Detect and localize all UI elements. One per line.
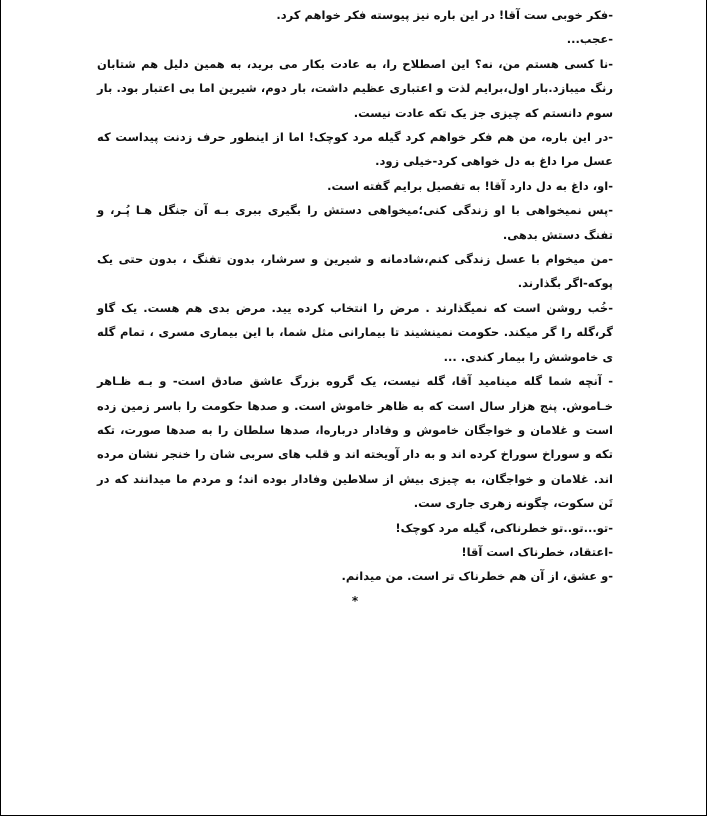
paragraph: -و عشق، از آن هم خطرناک تر است. من میدانم. [341,569,613,584]
paragraph: -تو...تو..تو خطرناکی، گیله مرد کوچک! [395,520,613,535]
paragraph: -اعتقاد، خطرناک است آقا! [461,544,613,559]
paragraph: -نا کسی هستم من، نه؟ این اصطلاح را، به عادت بکار می برید، به همین دلیل هم شتابان رنگ میبازد.بار اول،برایم لذت و اعتباری عظیم داشت، بار دوم، شیرین اما بی اعتبار بود. بار سوم دانستم که چیزی جز یک تکه عادت نیست. [97,56,613,120]
paragraph: -او، داغ به دل دارد آقا! به تفصیل برایم گفته است. [327,178,613,193]
paragraph: -خُب روشن است که نمیگذارند . مرض را انتخاب کرده یید. مرض بدی هم هست. یک گاو گر،گله را گر میکند. حکومت نمینشیند تا بیمارانی مثل شما، با این بیماری مسری ، تمام گله ی خاموشش را بیمار کندی. ... [97,300,613,364]
section-end-mark: * [351,593,359,608]
paragraph: -در این باره، من هم فکر خواهم کرد گیله مرد کوچک! اما از اینطور حرف زدنت پیداست که عسل مرا داغ به دل خواهی کرد-خیلی زود. [97,130,613,169]
document-body [97,3,613,613]
paragraph: -پس نمیخواهی با او زندگی کنی؛میخواهی دستش را بگیری ببری بـه آن جنگل هـا پُـر، و تفنگ دستش بدهی. [97,203,613,242]
paragraph: - آنچه شما گله مینامید آقا، گله نیست، یک گروه بزرگ عاشق صادق است- و بـه ظـاهر خـاموش. پنج هزار سال است که به ظاهر خاموش است. و صدها حکومت را باسر زمین زده است و غلامان و خواجگان خاموش و وفادار درباره‌ا، صدها سلطان را به صدها صورت، تکه تکه و سوراخ سوراخ کرده اند و به دار آویخته اند و قلب های سربی شان را خنجر نشان مرده اند. غلامان و خواجگان، به چیزی بیش از سلاطین وفادار بوده اند؛ و مردم ما میدانند که در تَن سکوت، چگونه زهری جاری ست. [97,374,613,511]
paragraph: -عجب... [566,32,613,47]
paragraph: -من میخوام با عسل زندگی کنم،شادمانه و شیرین و سرشار، بدون تفنگ ، بدون حتی یک پوکه-اگر بگذارند. [97,252,613,291]
paragraph: -فکر خوبی ست آقا! در این باره نیز پیوسته فکر خواهم کرد. [276,8,613,22]
